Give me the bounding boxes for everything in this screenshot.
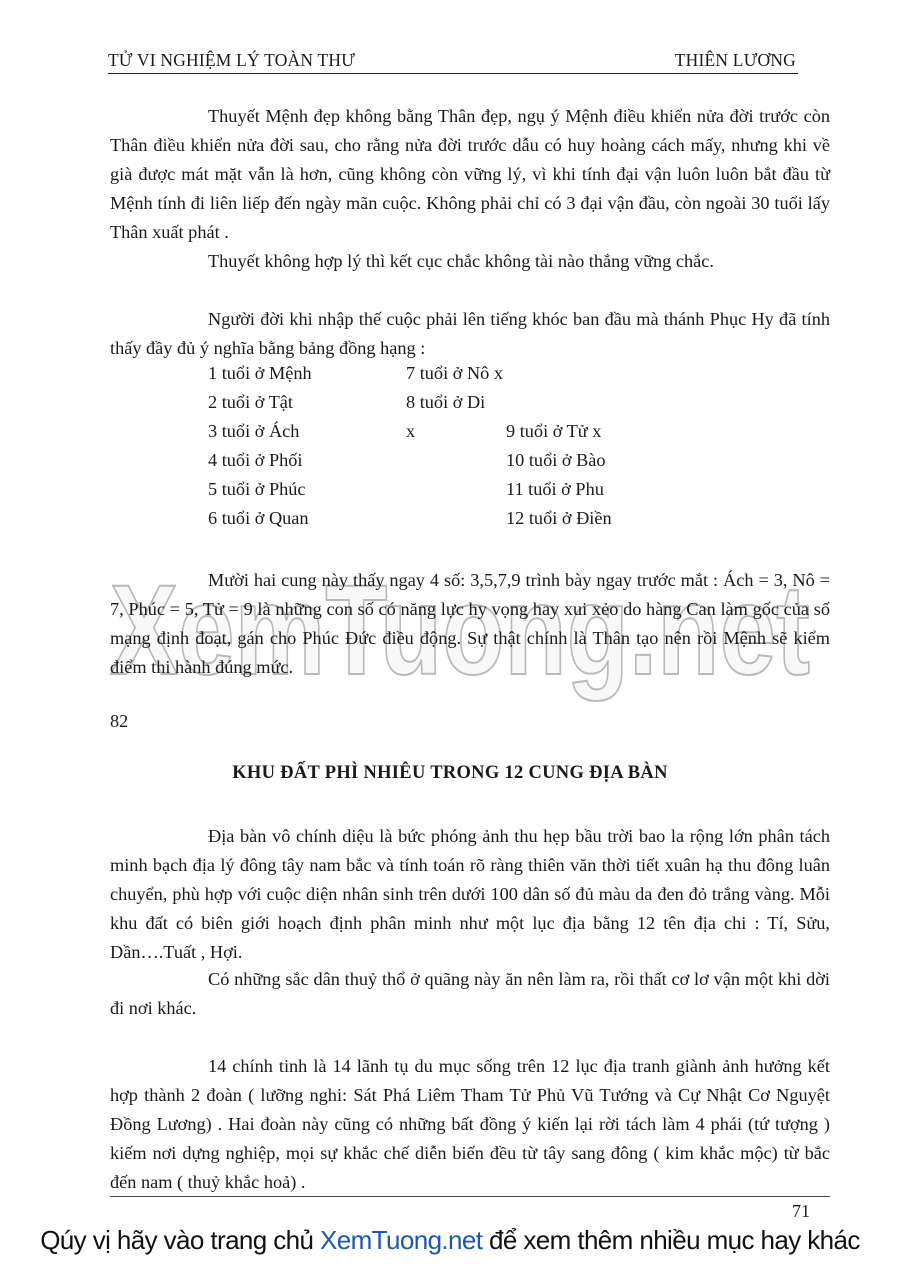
table-cell: 11 tuổi ở Phu <box>506 479 604 499</box>
banner-brand-link[interactable]: XemTuong.net <box>320 1225 483 1255</box>
promo-banner <box>0 1225 900 1256</box>
table-cell: 7 tuổi ở Nô x <box>406 363 504 383</box>
book-title: TỬ VI NGHIỆM LÝ TOÀN THƯ <box>108 50 355 70</box>
watermark-text: XemTuong.net <box>110 559 810 702</box>
banner-suffix: để xem thêm nhiều mục hay khác <box>482 1225 860 1255</box>
table-cell: 6 tuổi ở Quan <box>208 508 309 528</box>
table-cell: 10 tuổi ở Bào <box>506 450 606 470</box>
paragraph-sac-dan: Có những sắc dân thuỷ thổ ở quãng này ăn nên làm ra, rồi thất cơ lơ vận một khi dời đi nơi khác. <box>110 969 830 1018</box>
paragraph-chinh-tinh: 14 chính tinh là 14 lãnh tụ du mục sống trên 12 lục địa tranh giành ảnh hưởng kết hợp thành 2 đoàn ( lưỡng nghi: Sát Phá Liêm Tham Tử Phủ Vũ Tướng và Cự Nhật Cơ Nguyệt Đồng Lương) . Hai đoàn này cũng có những bất đồng ý kiến lại rời tách làm 4 phái (tứ tượng ) kiếm nơi dựng nghiệp, mọi sự khắc chế diễn biến đều từ tây sang đông ( kim khắc mộc) từ bắc đến nam ( thuỷ khắc hoả) . <box>110 1056 830 1192</box>
table-cell: 8 tuổi ở Di <box>406 392 486 412</box>
paragraph-thuyet: Thuyết không hợp lý thì kết cục chắc không tài nào thắng vững chắc. <box>208 251 714 271</box>
banner-prefix: Qúy vị hãy vào trang chủ <box>40 1225 321 1255</box>
footer-rule <box>110 1196 830 1197</box>
paragraph-muoi-hai-cung: Mười hai cung này thấy ngay 4 số: 3,5,7,9 trình bày ngay trước mắt : Ách = 3, Nô = 7, Phúc = 5, Tử = 9 là những con số có năng lực hy vọng hay xui xẻo do hàng Can làm gốc của số mạng định đoạt, gán cho Phúc Đức điều động. Sự thật chính là Thân tạo nên rồi Mệnh sẽ kiểm điểm thi hành đúng mức. <box>110 570 830 677</box>
page-number: 71 <box>792 1201 810 1221</box>
paragraph-phuc-hy: Người đời khi nhập thế cuộc phải lên tiếng khóc ban đầu mà thánh Phục Hy đã tính thấy đầy đủ ý nghĩa bằng bảng đồng hạng : <box>110 309 830 358</box>
paragraph-dia-ban: Địa bàn vô chính diệu là bức phóng ảnh thu hẹp bầu trời bao la rộng lớn phân tách minh bạch địa lý đông tây nam bắc và tính toán rõ ràng thiên văn thời tiết xuân hạ thu đông luân chuyển, phù hợp với cuộc diện nhân sinh trên dưới 100 dân số đủ màu da đen đỏ trắng vàng. Mỗi khu đất có biên giới hoạch định phân minh như một lục địa bằng 12 tên địa chi : Tí, Sửu, Dần….Tuất , Hợi. <box>110 826 830 962</box>
inline-page-number: 82 <box>110 711 129 731</box>
table-cell: 5 tuổi ở Phúc <box>208 479 306 499</box>
table-cell: 12 tuổi ở Điền <box>506 508 612 528</box>
table-cell: x <box>406 421 416 441</box>
author-name: THIÊN LƯƠNG <box>674 50 796 70</box>
header-rule <box>108 73 798 74</box>
table-cell: 2 tuổi ở Tật <box>208 392 293 412</box>
table-cell: 1 tuổi ở Mệnh <box>208 363 312 383</box>
section-title: KHU ĐẤT PHÌ NHIÊU TRONG 12 CUNG ĐỊA BÀN <box>232 763 668 783</box>
paragraph-menh-than: Thuyết Mệnh đẹp không bằng Thân đẹp, ngụ ý Mệnh điều khiển nửa đời trước còn Thân điều khiển nửa đời sau, cho rằng nửa đời trước dẫu có huy hoàng cách mấy, nhưng khi về già được mát mặt vẫn là hơn, cũng không còn vững lý, vì khi tính đại vận luôn luôn bắt đầu từ Mệnh tính đi liên liếp đến ngày mãn cuộc. Không phải chỉ có 3 đại vận đầu, còn ngoài 30 tuổi lấy Thân xuất phát . <box>110 106 830 242</box>
table-cell: 9 tuổi ở Tử x <box>506 421 602 441</box>
table-cell: 3 tuổi ở Ách <box>208 421 300 441</box>
table-cell: 4 tuổi ở Phối <box>208 450 303 470</box>
